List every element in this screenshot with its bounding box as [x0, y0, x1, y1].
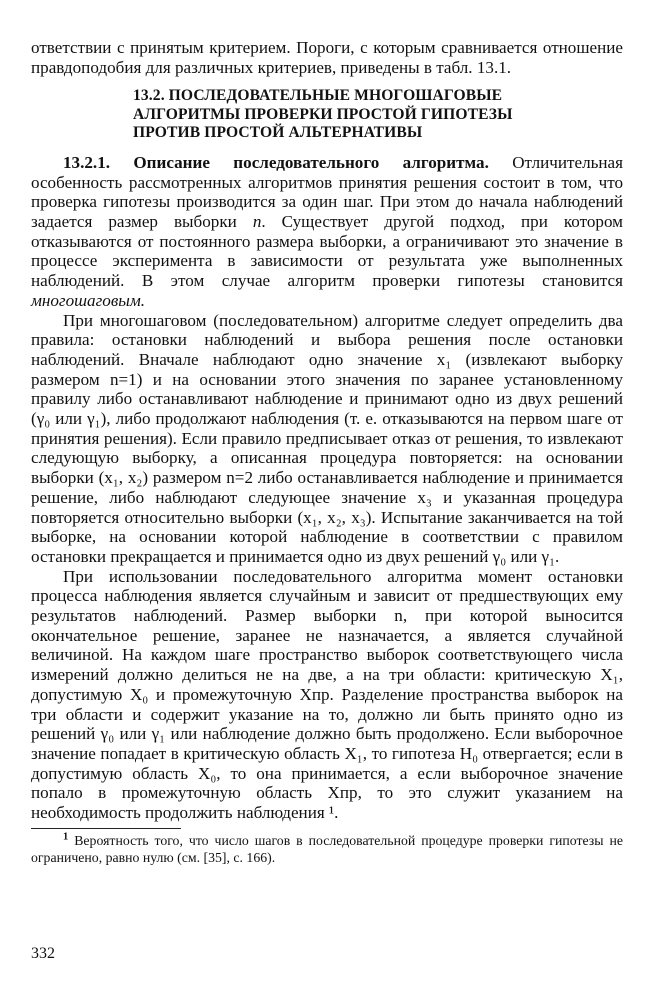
footnote-marker: 1 — [63, 831, 69, 843]
variable-n: n — [252, 212, 262, 232]
footnote-text: Вероятность того, что число шагов в последовательной процедуре проверки гипотезы не ограничено, равно нулю (см. [35], с. 166). — [31, 832, 623, 865]
page-number: 332 — [31, 945, 55, 962]
paragraph-multistep-rules: При многошаговом (последовательном) алгоритме следует определить два правила: остановки наблюдений и выбора решения после остановки наблюдений. Вначале наблюдают одно значение x₁ (извлекают выборку размером n=1) и на основании этого значения по заранее установленному правилу либо останавливают наблюдение и принимают одно из двух решений (γ₀ или γ₁), либо продолжают наблюдения (т. е. отказываются на первом шаге от принятия решения). Если правило предписывает отказ от решения, то извлекают следующую выборку, а описанная процедура повторяется: на основании выборки (x₁, x₂) размером n=2 либо останавливается наблюдение и принимается решение, либо наблюдают следующее значение x₃ и указанная процедура повторяется относительно выборки (x₁, x₂, x₃). Испытание заканчивается на той выборке, на основании которой наблюдение в соответствии с правилом остановки прекращается и принимается одно из двух решений γ₀ или γ₁. — [31, 310, 623, 566]
section-heading-line-1: 13.2. ПОСЛЕДОВАТЕЛЬНЫЕ МНОГОШАГОВЫЕ — [133, 87, 503, 105]
paragraph-text: . Существует другой подход, при котором отказываются от постоянного размера выборки, а ограничивают это значение в процессе эксперимента в зависимости от результата уже выполненных наблюдений. В этом случае алгоритм проверки гипотезы становится — [31, 212, 624, 291]
section-heading — [133, 87, 623, 143]
paragraph-algorithm-description — [31, 153, 623, 311]
footnote-divider — [31, 828, 181, 829]
paragraph-text: Отличительная особенность рассмотренных алгоритмов принятия решения состоит в том, что проверка гипотезы производится за один шаг. При этом до начала наблюдений задается размер выборки — [31, 152, 623, 232]
section-heading-line-3: ПРОТИВ ПРОСТОЙ АЛЬТЕРНАТИВЫ — [133, 124, 423, 142]
italic-term: многошаговым. — [31, 290, 145, 310]
subsection-heading: 13.2.1. Описание последовательного алгоритма. — [63, 152, 489, 172]
paragraph-continuation: ответствии с принятым критерием. Пороги, с которым сравнивается отношение правдоподобия для различных критериев, приведены в табл. 13.1. — [31, 38, 623, 77]
section-heading-line-2: АЛГОРИТМЫ ПРОВЕРКИ ПРОСТОЙ ГИПОТЕЗЫ — [133, 105, 513, 123]
text-column — [31, 38, 623, 866]
paragraph-sequential-stopping: При использовании последовательного алгоритма момент остановки процесса наблюдения является случайным и зависит от предшествующих ему результатов наблюдений. Размер выборки n, при которой выносится окончательное решение, заранее не назначается, а является случайной величиной. На каждом шаге пространство выборок соответствующего числа измерений должно делиться не на две, а на три области: критическую X₁, допустимую X₀ и промежуточную Xпр. Разделение пространства выборок на три области и содержит указание на то, должно ли быть принято одно из решений γ₀ или γ₁ или наблюдение должно быть продолжено. Если выборочное значение попадает в критическую область X₁, то гипотеза H₀ отвергается; если в допустимую область X₀, то она принимается, а если выборочное значение попало в промежуточную область Xпр, то это служит указанием на необходимость продолжить наблюдения ¹. — [31, 566, 623, 823]
footnote — [31, 832, 623, 866]
